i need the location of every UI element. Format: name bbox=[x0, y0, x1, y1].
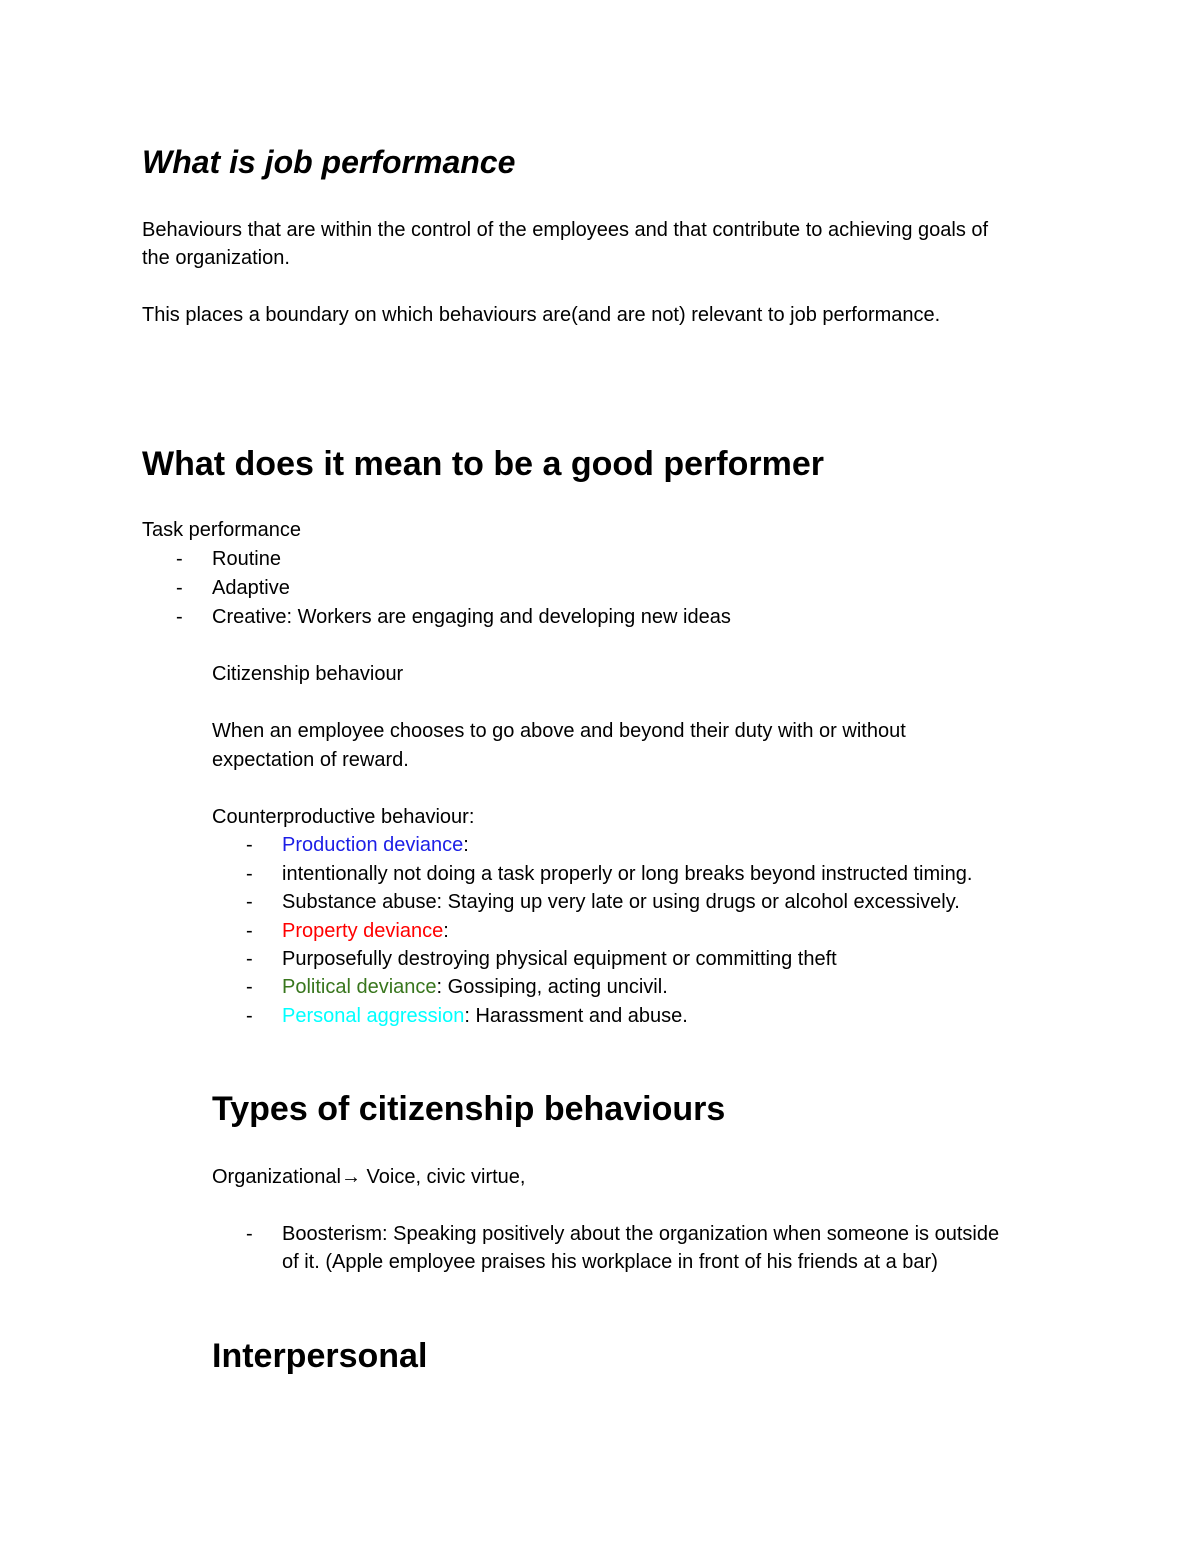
list-item-substance-abuse: Substance abuse: Staying up very late or using drugs or alcohol excessively. bbox=[282, 891, 960, 913]
bullet-dash: - bbox=[176, 577, 183, 599]
personal-aggression-rest: : Harassment and abuse. bbox=[464, 1005, 688, 1027]
political-deviance-rest: : Gossiping, acting uncivil. bbox=[436, 976, 668, 998]
bullet-dash: - bbox=[246, 948, 253, 970]
boundary-paragraph: This places a boundary on which behaviours are(and are not) relevant to job performance. bbox=[142, 304, 941, 326]
citizenship-label: Citizenship behaviour bbox=[212, 663, 404, 685]
definition-line-2: the organization. bbox=[142, 247, 290, 269]
list-item-political-deviance bbox=[282, 973, 668, 1002]
heading-good-performer: What does it mean to be a good performer bbox=[142, 445, 824, 483]
boosterism-line-1: Boosterism: Speaking positively about the organization when someone is outside bbox=[282, 1223, 1000, 1245]
production-deviance-term: Production deviance bbox=[282, 834, 464, 856]
organizational-line: Organizational→ Voice, civic virtue, bbox=[212, 1166, 526, 1188]
production-deviance-rest: : bbox=[463, 834, 469, 856]
bullet-dash: - bbox=[246, 976, 253, 998]
bullet-dash: - bbox=[246, 1223, 253, 1245]
bullet-dash: - bbox=[246, 863, 253, 885]
bullet-dash: - bbox=[246, 1005, 253, 1027]
bullet-dash: - bbox=[176, 548, 183, 570]
definition-line-1: Behaviours that are within the control of the employees and that contribute to achieving goals of bbox=[142, 219, 989, 241]
bullet-dash: - bbox=[176, 606, 183, 628]
task-performance-label: Task performance bbox=[142, 519, 301, 541]
list-item-intentional: intentionally not doing a task properly or long breaks beyond instructed timing. bbox=[282, 863, 973, 885]
heading-job-performance: What is job performance bbox=[142, 144, 516, 180]
list-item-adaptive: Adaptive bbox=[212, 577, 290, 599]
boosterism-line-2: of it. (Apple employee praises his workplace in front of his friends at a bar) bbox=[282, 1251, 938, 1273]
political-deviance-term: Political deviance bbox=[282, 976, 437, 998]
list-item-personal-aggression bbox=[282, 1002, 688, 1031]
bullet-dash: - bbox=[246, 920, 253, 942]
property-deviance-term: Property deviance bbox=[282, 920, 444, 942]
list-item-routine: Routine bbox=[212, 548, 281, 570]
list-item-purposeful: Purposefully destroying physical equipment or committing theft bbox=[282, 948, 837, 970]
list-item-creative: Creative: Workers are engaging and developing new ideas bbox=[212, 606, 731, 628]
heading-interpersonal: Interpersonal bbox=[212, 1337, 428, 1375]
citizenship-definition-line-2: expectation of reward. bbox=[212, 749, 409, 771]
personal-aggression-term: Personal aggression bbox=[282, 1005, 465, 1027]
citizenship-definition-line-1: When an employee chooses to go above and beyond their duty with or without bbox=[212, 720, 906, 742]
bullet-dash: - bbox=[246, 834, 253, 856]
bullet-dash: - bbox=[246, 891, 253, 913]
counterproductive-label: Counterproductive behaviour: bbox=[212, 806, 475, 828]
property-deviance-rest: : bbox=[443, 920, 449, 942]
heading-citizenship-types: Types of citizenship behaviours bbox=[212, 1090, 726, 1128]
list-item-production-deviance bbox=[282, 831, 469, 860]
list-item-property-deviance bbox=[282, 917, 449, 946]
